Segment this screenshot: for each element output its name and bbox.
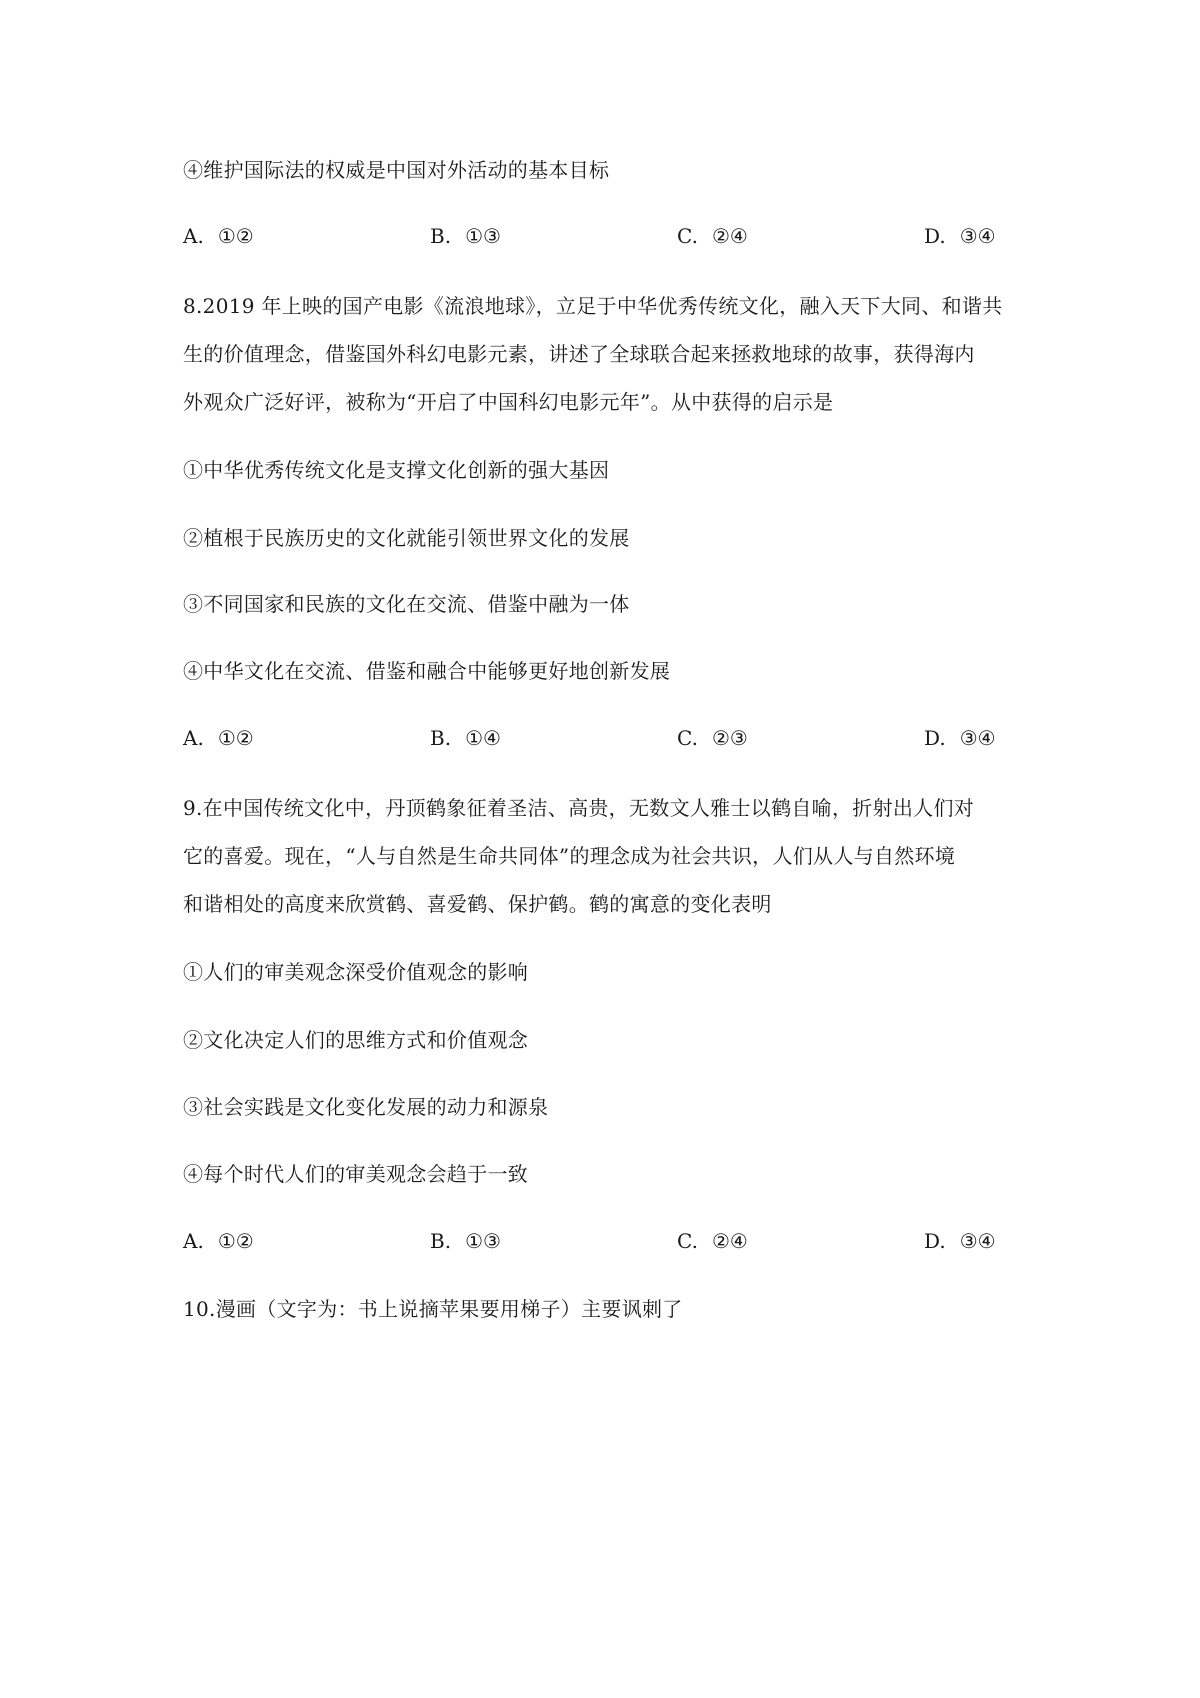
q9-option-d: D. ③④ <box>924 1229 996 1253</box>
q7-options <box>183 222 1043 250</box>
q9-stem-line-1: 9.在中国传统文化中，丹顶鹤象征着圣洁、高贵，无数文人雅士以鹤自喻，折射出人们对 <box>183 796 975 820</box>
q8-option-d: D. ③④ <box>924 726 996 750</box>
q7-option-c: C. ②④ <box>677 224 748 248</box>
q8-option-a: A. ①② <box>183 726 254 750</box>
q8-option-c: C. ②③ <box>677 726 748 750</box>
q9-stem-line-2: 它的喜爱。现在，“人与自然是生命共同体”的理念成为社会共识，人们从人与自然环境 <box>183 844 956 868</box>
q7-option-a: A. ①② <box>183 224 254 248</box>
q9-statement-2: ②文化决定人们的思维方式和价值观念 <box>183 1028 529 1052</box>
q7-option-d: D. ③④ <box>924 224 996 248</box>
q7-option-b: B. ①③ <box>430 224 501 248</box>
q9-options <box>183 1227 1043 1255</box>
q10-stem: 10.漫画（文字为：书上说摘苹果要用梯子）主要讽刺了 <box>183 1297 683 1321</box>
q7-statement-4: ④维护国际法的权威是中国对外活动的基本目标 <box>183 158 610 182</box>
q8-statement-1: ①中华优秀传统文化是支撑文化创新的强大基因 <box>183 458 610 482</box>
q9-statement-1: ①人们的审美观念深受价值观念的影响 <box>183 960 529 984</box>
q8-options <box>183 724 1043 752</box>
q9-statement-3: ③社会实践是文化变化发展的动力和源泉 <box>183 1095 549 1119</box>
q9-option-c: C. ②④ <box>677 1229 748 1253</box>
q8-stem-line-2: 生的价值理念，借鉴国外科幻电影元素，讲述了全球联合起来拯救地球的故事，获得海内 <box>183 342 975 366</box>
q8-statement-4: ④中华文化在交流、借鉴和融合中能够更好地创新发展 <box>183 659 671 683</box>
q8-statement-3: ③不同国家和民族的文化在交流、借鉴中融为一体 <box>183 592 630 616</box>
q9-stem-line-3: 和谐相处的高度来欣赏鹤、喜爱鹤、保护鹤。鹤的寓意的变化表明 <box>183 892 772 916</box>
q8-stem-line-1: 8.2019 年上映的国产电影《流浪地球》，立足于中华优秀传统文化，融入天下大同、和谐共 <box>183 294 1003 318</box>
q8-stem-line-3: 外观众广泛好评，被称为“开启了中国科幻电影元年”。从中获得的启示是 <box>183 390 834 414</box>
q9-statement-4: ④每个时代人们的审美观念会趋于一致 <box>183 1162 529 1186</box>
q9-option-a: A. ①② <box>183 1229 254 1253</box>
q9-option-b: B. ①③ <box>430 1229 501 1253</box>
q8-option-b: B. ①④ <box>430 726 501 750</box>
q8-statement-2: ②植根于民族历史的文化就能引领世界文化的发展 <box>183 526 630 550</box>
